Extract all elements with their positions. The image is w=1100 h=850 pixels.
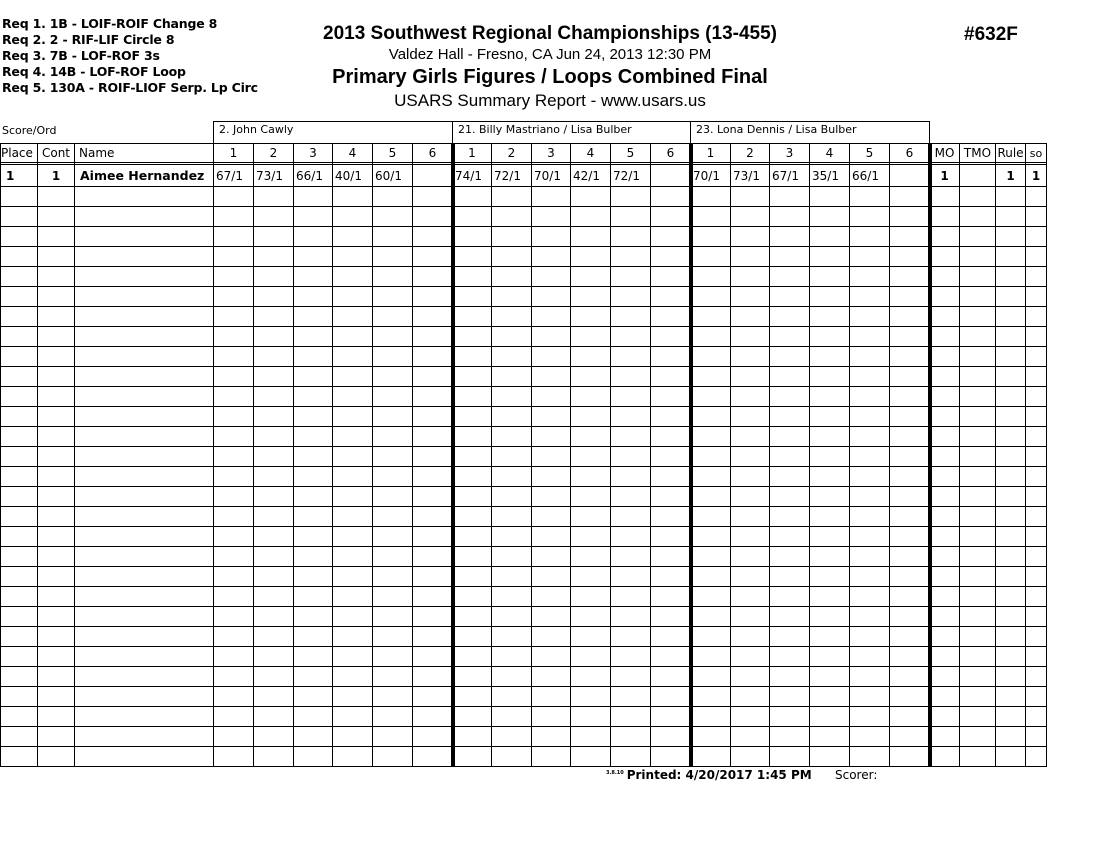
column-line bbox=[570, 143, 571, 767]
judge-score: 74/1 bbox=[455, 169, 482, 183]
column-header-figure: 5 bbox=[388, 146, 397, 160]
judge-separator bbox=[928, 143, 932, 767]
column-line bbox=[332, 143, 333, 767]
column-line bbox=[959, 143, 960, 767]
judge-separator bbox=[689, 143, 693, 767]
printed-timestamp: Printed: 4/20/2017 1:45 PM bbox=[626, 768, 812, 782]
judge-divider bbox=[452, 121, 453, 143]
column-header-figure: 3 bbox=[309, 146, 317, 160]
column-header-name: Name bbox=[79, 146, 115, 160]
column-line bbox=[809, 143, 810, 767]
judge-score: 40/1 bbox=[335, 169, 362, 183]
column-line bbox=[412, 143, 413, 767]
column-line bbox=[37, 143, 38, 767]
judge-score: 66/1 bbox=[296, 169, 323, 183]
column-header-figure: 5 bbox=[626, 146, 635, 160]
judge-name: 2. John Cawly bbox=[219, 123, 294, 136]
column-header-figure: 2 bbox=[746, 146, 754, 160]
event-title: Primary Girls Figures / Loops Combined Final bbox=[332, 66, 768, 88]
column-header-tmo: TMO bbox=[963, 146, 992, 160]
column-line bbox=[1025, 143, 1026, 767]
judge-score: 35/1 bbox=[812, 169, 839, 183]
column-line bbox=[74, 143, 75, 767]
column-line bbox=[1046, 143, 1047, 767]
column-header-figure: 4 bbox=[586, 146, 595, 160]
column-header-figure: 6 bbox=[428, 146, 437, 160]
column-line bbox=[650, 143, 651, 767]
judge-score: 67/1 bbox=[772, 169, 799, 183]
column-header-figure: 1 bbox=[229, 146, 238, 160]
column-header-figure: 4 bbox=[348, 146, 357, 160]
judge-divider bbox=[690, 121, 691, 143]
column-line bbox=[0, 143, 1, 767]
score-ord-label: Score/Ord bbox=[2, 124, 57, 137]
column-header-figure: 6 bbox=[905, 146, 914, 160]
column-header-figure: 6 bbox=[666, 146, 675, 160]
tmo-value bbox=[960, 166, 995, 186]
judge-score bbox=[653, 166, 689, 186]
column-line bbox=[491, 143, 492, 767]
judge-score: 66/1 bbox=[852, 169, 879, 183]
column-header-figure: 2 bbox=[269, 146, 278, 160]
column-line bbox=[849, 143, 850, 767]
column-header-figure: 2 bbox=[507, 146, 516, 160]
column-line bbox=[372, 143, 373, 767]
judge-score: 72/1 bbox=[613, 169, 640, 183]
column-line bbox=[730, 143, 731, 767]
competition-title: 2013 Southwest Regional Championships (13-455) bbox=[323, 23, 777, 44]
rule-value: 1 bbox=[1006, 169, 1015, 183]
requirement-5: Req 5. 130A - ROIF-LIOF Serp. Lp Circ bbox=[2, 80, 258, 95]
column-header-figure: 1 bbox=[706, 146, 715, 160]
judge-divider bbox=[213, 121, 214, 143]
judge-score: 70/1 bbox=[534, 169, 561, 183]
judge-score bbox=[892, 166, 928, 186]
column-line bbox=[213, 143, 214, 767]
judge-separator bbox=[451, 143, 455, 767]
judge-score bbox=[415, 166, 451, 186]
column-line bbox=[293, 143, 294, 767]
judge-name: 23. Lona Dennis / Lisa Bulber bbox=[696, 123, 857, 136]
judge-score: 60/1 bbox=[375, 169, 402, 183]
so-value: 1 bbox=[1031, 169, 1041, 183]
place-value: 1 bbox=[6, 169, 15, 183]
column-header-place: Place bbox=[1, 146, 33, 160]
judge-name: 21. Billy Mastriano / Lisa Bulber bbox=[458, 123, 632, 136]
column-header-figure: 4 bbox=[825, 146, 834, 160]
requirement-4: Req 4. 14B - LOF-ROF Loop bbox=[2, 64, 186, 79]
printed-info bbox=[606, 768, 812, 782]
event-code: #632F bbox=[964, 24, 1018, 45]
requirement-2: Req 2. 2 - RIF-LIF Circle 8 bbox=[2, 32, 175, 47]
column-line bbox=[253, 143, 254, 767]
column-line bbox=[531, 143, 532, 767]
column-header-figure: 3 bbox=[785, 146, 794, 160]
column-header-cont: Cont bbox=[41, 146, 71, 160]
column-line bbox=[995, 143, 996, 767]
contestant-number: 1 bbox=[51, 169, 61, 183]
column-line bbox=[889, 143, 890, 767]
column-line bbox=[769, 143, 770, 767]
judge-score: 73/1 bbox=[733, 169, 760, 183]
requirement-3: Req 3. 7B - LOF-ROF 3s bbox=[2, 48, 160, 63]
venue-datetime: Valdez Hall - Fresno, CA Jun 24, 2013 12:30 PM bbox=[388, 46, 712, 63]
column-header-figure: 3 bbox=[547, 146, 555, 160]
judge-divider bbox=[929, 121, 930, 143]
requirement-1: Req 1. 1B - LOIF-ROIF Change 8 bbox=[2, 16, 218, 31]
column-header-figure: 5 bbox=[865, 146, 874, 160]
judge-score: 72/1 bbox=[494, 169, 521, 183]
column-header-rule: Rule bbox=[997, 146, 1024, 160]
version-label: 3.8.10 bbox=[606, 770, 624, 776]
skater-name: Aimee Hernandez bbox=[80, 168, 205, 183]
mo-value: 1 bbox=[940, 169, 949, 183]
judge-score: 67/1 bbox=[216, 169, 243, 183]
scorer-label: Scorer: bbox=[835, 768, 878, 782]
column-line bbox=[610, 143, 611, 767]
column-header-so: so bbox=[1029, 147, 1043, 160]
column-header-mo: MO bbox=[934, 146, 955, 160]
judge-score: 73/1 bbox=[256, 169, 283, 183]
column-header-figure: 1 bbox=[468, 146, 476, 160]
report-subtitle: USARS Summary Report - www.usars.us bbox=[394, 91, 706, 110]
judge-score: 42/1 bbox=[573, 169, 600, 183]
judge-score: 70/1 bbox=[693, 169, 720, 183]
